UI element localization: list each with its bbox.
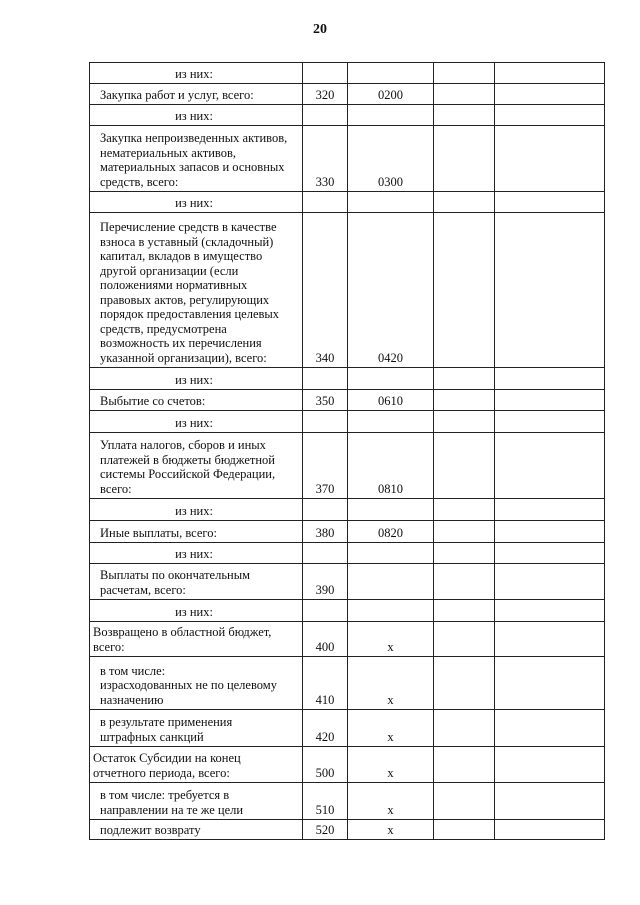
budget-code-cell: [348, 368, 434, 390]
table-row: [90, 411, 605, 433]
subsidy-report-table: [89, 62, 605, 840]
budget-code-cell: 0300: [348, 126, 434, 192]
indicator-name: из них:: [175, 415, 213, 430]
value-cell-current: [434, 564, 495, 600]
indicator-name: Уплата налогов, сборов и иных платежей в бюджеты бюджетной системы Российской Федерации, всего:: [100, 438, 276, 496]
value-cell-current: [434, 411, 495, 433]
budget-code-cell: [348, 105, 434, 126]
value-cell-cumulative: [495, 105, 605, 126]
budget-code-cell: [348, 564, 434, 600]
value-cell-cumulative: [495, 192, 605, 213]
value-cell-cumulative: [495, 783, 605, 820]
value-cell-current: [434, 657, 495, 710]
value-cell-current: [434, 521, 495, 543]
indicator-name-cell: [90, 105, 303, 126]
table-row: [90, 63, 605, 84]
line-code-cell: 400: [303, 622, 348, 657]
table-row: [90, 105, 605, 126]
value-cell-current: [434, 783, 495, 820]
line-code-cell: [303, 105, 348, 126]
value-cell-cumulative: [495, 564, 605, 600]
line-code-cell: 350: [303, 390, 348, 411]
table-row: [90, 622, 605, 657]
value-cell-current: [434, 499, 495, 521]
table-row: [90, 499, 605, 521]
budget-code-cell: x: [348, 820, 434, 840]
indicator-name-cell: [90, 657, 303, 710]
indicator-name: Закупка непроизведенных активов, нематериальных активов, материальных запасов и основных средств, всего:: [100, 131, 288, 189]
value-cell-current: [434, 747, 495, 783]
value-cell-cumulative: [495, 411, 605, 433]
indicator-name: Закупка работ и услуг, всего:: [100, 87, 254, 102]
table-row: [90, 657, 605, 710]
indicator-name: из них:: [175, 66, 213, 81]
value-cell-current: [434, 126, 495, 192]
budget-code-cell: 0820: [348, 521, 434, 543]
value-cell-cumulative: [495, 622, 605, 657]
line-code-cell: [303, 368, 348, 390]
line-code-cell: 330: [303, 126, 348, 192]
value-cell-cumulative: [495, 747, 605, 783]
indicator-name-cell: [90, 499, 303, 521]
budget-code-cell: [348, 192, 434, 213]
table-row: [90, 368, 605, 390]
budget-code-cell: x: [348, 783, 434, 820]
line-code-cell: [303, 543, 348, 564]
indicator-name: из них:: [175, 108, 213, 123]
indicator-name: из них:: [175, 195, 213, 210]
indicator-name: в результате применения штрафных санкций: [100, 715, 233, 744]
table-row: [90, 747, 605, 783]
table-row: [90, 710, 605, 747]
indicator-name-cell: [90, 564, 303, 600]
indicator-name-cell: [90, 368, 303, 390]
value-cell-cumulative: [495, 84, 605, 105]
table-row: [90, 390, 605, 411]
line-code-cell: [303, 63, 348, 84]
value-cell-current: [434, 390, 495, 411]
value-cell-current: [434, 433, 495, 499]
indicator-name: Иные выплаты, всего:: [100, 525, 217, 540]
budget-code-cell: [348, 411, 434, 433]
line-code-cell: 370: [303, 433, 348, 499]
indicator-name: из них:: [175, 503, 213, 518]
value-cell-current: [434, 600, 495, 622]
budget-code-cell: [348, 543, 434, 564]
value-cell-current: [434, 368, 495, 390]
budget-code-cell: x: [348, 657, 434, 710]
report-table-body: [90, 63, 605, 840]
value-cell-cumulative: [495, 543, 605, 564]
value-cell-current: [434, 820, 495, 840]
indicator-name: в том числе: израсходованных не по целевому назначению: [100, 663, 277, 707]
value-cell-cumulative: [495, 213, 605, 368]
indicator-name-cell: [90, 126, 303, 192]
budget-code-cell: 0610: [348, 390, 434, 411]
indicator-name: Перечисление средств в качестве взноса в уставный (складочный) капитал, вкладов в имущество другой организации (если положениями нормативных правовых актов, регулирующих порядок предоставления целевых средств, предусмотрена возможность их перечисления указанной организации), всего:: [100, 220, 280, 365]
budget-code-cell: [348, 499, 434, 521]
table-row: [90, 84, 605, 105]
budget-code-cell: x: [348, 622, 434, 657]
value-cell-cumulative: [495, 433, 605, 499]
indicator-name-cell: [90, 433, 303, 499]
table-row: [90, 433, 605, 499]
value-cell-cumulative: [495, 710, 605, 747]
value-cell-cumulative: [495, 600, 605, 622]
line-code-cell: 340: [303, 213, 348, 368]
budget-code-cell: x: [348, 710, 434, 747]
line-code-cell: 420: [303, 710, 348, 747]
indicator-name: Выбытие со счетов:: [100, 393, 206, 408]
page-number: 20: [313, 22, 327, 37]
indicator-name: Выплаты по окончательным расчетам, всего:: [100, 568, 251, 597]
line-code-cell: 510: [303, 783, 348, 820]
table-row: [90, 126, 605, 192]
value-cell-cumulative: [495, 657, 605, 710]
table-row: [90, 213, 605, 368]
value-cell-current: [434, 543, 495, 564]
indicator-name-cell: [90, 521, 303, 543]
table-row: [90, 820, 605, 840]
value-cell-cumulative: [495, 521, 605, 543]
value-cell-cumulative: [495, 390, 605, 411]
value-cell-current: [434, 622, 495, 657]
value-cell-current: [434, 213, 495, 368]
indicator-name: из них:: [175, 372, 213, 387]
indicator-name-cell: [90, 820, 303, 840]
line-code-cell: [303, 411, 348, 433]
table-row: [90, 600, 605, 622]
budget-code-cell: 0200: [348, 84, 434, 105]
budget-code-cell: 0810: [348, 433, 434, 499]
value-cell-cumulative: [495, 63, 605, 84]
line-code-cell: 320: [303, 84, 348, 105]
indicator-name-cell: [90, 783, 303, 820]
value-cell-cumulative: [495, 499, 605, 521]
indicator-name-cell: [90, 600, 303, 622]
value-cell-cumulative: [495, 126, 605, 192]
table-row: [90, 564, 605, 600]
budget-code-cell: [348, 600, 434, 622]
value-cell-current: [434, 105, 495, 126]
indicator-name: Остаток Субсидии на конец отчетного периода, всего:: [93, 751, 241, 780]
indicator-name: в том числе: требуется в направлении на те же цели: [100, 788, 244, 817]
table-row: [90, 192, 605, 213]
line-code-cell: 520: [303, 820, 348, 840]
indicator-name-cell: [90, 710, 303, 747]
indicator-name-cell: [90, 84, 303, 105]
line-code-cell: [303, 499, 348, 521]
table-row: [90, 543, 605, 564]
budget-code-cell: 0420: [348, 213, 434, 368]
indicator-name-cell: [90, 411, 303, 433]
indicator-name: Возвращено в областной бюджет, всего:: [93, 625, 272, 654]
line-code-cell: [303, 600, 348, 622]
indicator-name-cell: [90, 63, 303, 84]
value-cell-cumulative: [495, 820, 605, 840]
indicator-name-cell: [90, 192, 303, 213]
indicator-name-cell: [90, 390, 303, 411]
indicator-name-cell: [90, 622, 303, 657]
budget-code-cell: [348, 63, 434, 84]
line-code-cell: 390: [303, 564, 348, 600]
value-cell-current: [434, 63, 495, 84]
indicator-name: из них:: [175, 546, 213, 561]
line-code-cell: [303, 192, 348, 213]
table-row: [90, 783, 605, 820]
indicator-name-cell: [90, 543, 303, 564]
table-row: [90, 521, 605, 543]
value-cell-current: [434, 192, 495, 213]
value-cell-current: [434, 84, 495, 105]
value-cell-cumulative: [495, 368, 605, 390]
indicator-name: подлежит возврату: [100, 822, 201, 837]
line-code-cell: 500: [303, 747, 348, 783]
indicator-name-cell: [90, 213, 303, 368]
line-code-cell: 410: [303, 657, 348, 710]
value-cell-current: [434, 710, 495, 747]
indicator-name: из них:: [175, 604, 213, 619]
line-code-cell: 380: [303, 521, 348, 543]
budget-code-cell: x: [348, 747, 434, 783]
indicator-name-cell: [90, 747, 303, 783]
